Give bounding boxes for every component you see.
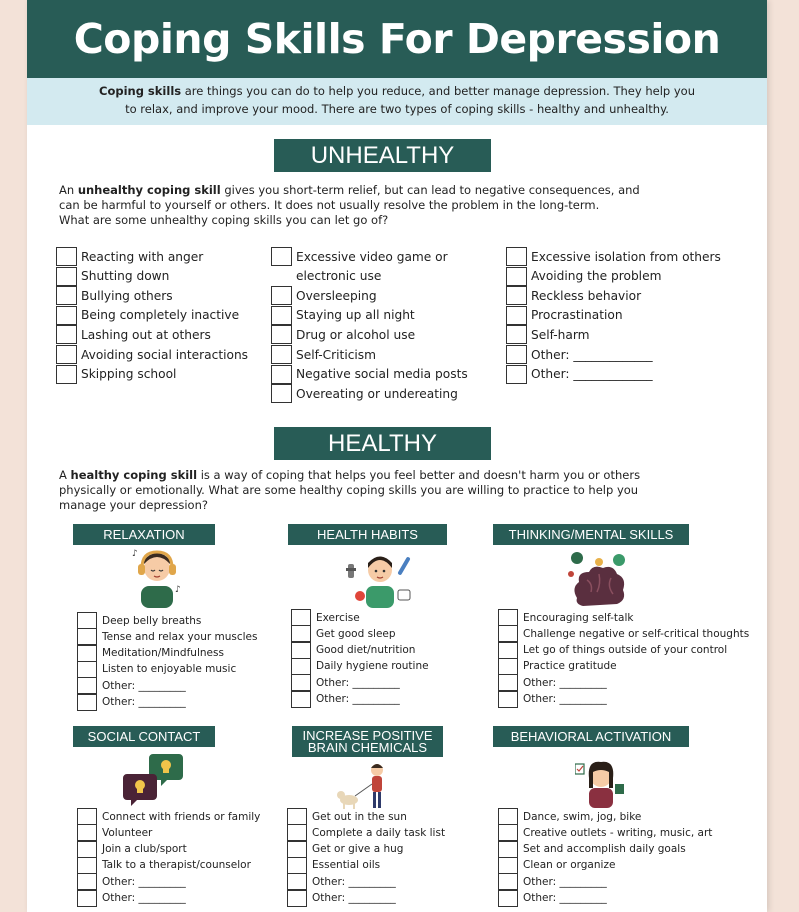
checklist-item [287, 857, 380, 874]
brain-chemicals-title-line-2: BRAIN CHEMICALS [307, 739, 428, 755]
checkbox[interactable] [271, 365, 292, 384]
category-brain-chemicals-banner [292, 726, 443, 757]
checklist-item [287, 824, 445, 841]
checklist-item [56, 267, 169, 286]
checklist-item-label: Other: _________ [316, 693, 400, 705]
checklist-item [77, 645, 224, 662]
checklist-item-label: Other: _________ [102, 679, 186, 692]
checkbox[interactable] [56, 325, 77, 344]
checklist-item-label: Challenge negative or self-critical thoughts [523, 627, 750, 640]
checklist-item [77, 661, 236, 678]
checklist-item [498, 642, 727, 659]
checklist-item-label: Avoiding social interactions [81, 347, 249, 362]
checkbox[interactable] [77, 890, 97, 907]
checklist-item-label: Encouraging self-talk [523, 611, 634, 624]
unhealthy-para-line-2: can be harmful to yourself or others. It does not usually resolve the problem in the long-term. [59, 198, 600, 212]
checklist-item-label: Self-Criticism [296, 347, 377, 362]
checklist-item-label: Get good sleep [316, 627, 396, 640]
checkbox[interactable] [287, 841, 307, 858]
healthy-habits-person-icon [338, 546, 420, 610]
checklist-item [498, 674, 607, 691]
checklist-item [271, 286, 377, 305]
checkbox[interactable] [498, 674, 518, 691]
checklist-item-label: Lashing out at others [81, 327, 211, 342]
checklist-item-label: Other: _________ [523, 875, 607, 888]
checkbox[interactable] [291, 609, 311, 626]
checklist-item [271, 267, 381, 286]
checklist-item-label: Deep belly breaths [102, 614, 202, 627]
checklist-item [291, 674, 400, 691]
checkbox[interactable] [498, 890, 518, 907]
checklist-item [287, 841, 403, 858]
checklist-item [498, 873, 607, 890]
checklist-item [77, 890, 186, 907]
checklist-item-label: Other: _________ [102, 875, 186, 888]
healthy-para-line-2: physically or emotionally. What are some healthy coping skills you are willing to practice to help you [59, 483, 639, 497]
checklist-item-label: Good diet/nutrition [316, 644, 416, 657]
checklist-item [498, 625, 749, 642]
checklist-item [271, 247, 448, 266]
unhealthy-para-lead: An [59, 183, 78, 197]
checklist-item [77, 628, 257, 645]
healthy-description [59, 468, 729, 513]
checkbox[interactable] [506, 306, 527, 325]
checklist-item-label: Being completely inactive [81, 308, 240, 323]
healthy-para-rest: is a way of coping that helps you feel better and doesn't harm you or others [197, 468, 641, 482]
svg-text:♪: ♪ [132, 549, 138, 559]
checklist-item-label: Bullying others [81, 288, 173, 303]
category-relaxation-banner: RELAXATION [73, 524, 215, 545]
checklist-item-label: Other: _____________ [531, 367, 653, 382]
page-title: Coping Skills For Depression [73, 15, 721, 63]
checkbox[interactable] [77, 824, 97, 841]
checklist-item-label: Practice gratitude [523, 660, 617, 673]
checkbox[interactable] [506, 286, 527, 305]
checklist-item-label: Talk to a therapist/counselor [102, 859, 251, 872]
checklist-item [506, 306, 623, 325]
checklist-item [271, 345, 376, 364]
checklist-item [498, 824, 712, 841]
checklist-item [498, 691, 607, 708]
checkbox[interactable] [77, 857, 97, 874]
checklist-item [77, 808, 260, 825]
checkbox[interactable] [506, 325, 527, 344]
checkbox[interactable] [498, 609, 518, 626]
category-health-habits-banner: HEALTH HABITS [288, 524, 447, 545]
checklist-item [56, 286, 173, 305]
checkbox[interactable] [506, 247, 527, 266]
girl-with-tasks-icon [575, 754, 625, 808]
unhealthy-heading: UNHEALTHY [274, 139, 491, 172]
checklist-item-label: Exercise [316, 611, 360, 624]
checkbox[interactable] [498, 808, 518, 825]
checklist-item-label: Creative outlets - writing, music, art [523, 826, 713, 839]
checklist-item-label: Clean or organize [523, 859, 616, 872]
unhealthy-term: unhealthy coping skill [77, 183, 221, 197]
category-behavioral-activation-banner: BEHAVIORAL ACTIVATION [493, 726, 689, 747]
svg-text:♪: ♪ [175, 585, 181, 595]
checkbox[interactable] [56, 267, 77, 286]
checkbox[interactable] [498, 857, 518, 874]
checklist-item [498, 808, 641, 825]
checklist-item [56, 325, 211, 344]
checkbox[interactable] [498, 658, 518, 675]
checkbox[interactable] [291, 674, 311, 691]
checklist-item [498, 658, 617, 675]
checkbox[interactable] [498, 642, 518, 659]
checklist-item [56, 365, 176, 384]
checklist-item [498, 857, 615, 874]
intro-box [27, 78, 767, 125]
checkbox[interactable] [271, 306, 292, 325]
checklist-item [77, 857, 251, 874]
checkbox[interactable] [271, 325, 292, 344]
checklist-item [506, 365, 653, 384]
checklist-item-label: Meditation/Mindfulness [102, 647, 224, 660]
checklist-item-label: Other: _________ [523, 676, 607, 689]
brain-chemicals-title-line-1: INCREASE POSITIVE [302, 727, 433, 743]
checklist-item-label: Overeating or undereating [296, 386, 458, 401]
checklist-item-label: Other: _________ [102, 892, 186, 904]
checklist-item-label: Connect with friends or family [102, 810, 261, 823]
checkbox[interactable] [498, 824, 518, 841]
unhealthy-para-line-1 [59, 183, 729, 198]
checklist-item-label: Get or give a hug [312, 843, 404, 856]
checklist-item [77, 612, 201, 629]
intro-line-2: to relax, and improve your mood. There are two types of coping skills - healthy and unhealthy. [125, 102, 669, 116]
brain-icon [567, 550, 631, 610]
healthy-term: healthy coping skill [70, 468, 198, 482]
checklist-item [77, 841, 187, 858]
checkbox[interactable] [271, 286, 292, 305]
checkbox[interactable] [271, 345, 292, 364]
checklist-item-label: Other: _________ [312, 875, 396, 888]
checklist-item-label: Shutting down [81, 269, 170, 284]
checkbox[interactable] [77, 628, 97, 645]
checkbox[interactable] [56, 365, 77, 384]
checklist-item [287, 890, 396, 907]
checklist-item-label: Let go of things outside of your control [523, 644, 728, 657]
checklist-item-label: Complete a daily task list [312, 826, 446, 839]
healthy-para-line-3: manage your depression? [59, 498, 208, 512]
checklist-item [506, 247, 721, 266]
checkbox[interactable] [498, 873, 518, 890]
checklist-item-label: Set and accomplish daily goals [523, 843, 686, 856]
unhealthy-para-rest: gives you short-term relief, but can lead to negative consequences, and [220, 183, 640, 197]
healthy-heading: HEALTHY [274, 427, 491, 460]
checklist-item [506, 286, 641, 305]
checklist-item-label: Avoiding the problem [531, 269, 662, 284]
checklist-item-label: Tense and relax your muscles [102, 630, 258, 643]
checkbox[interactable] [287, 873, 307, 890]
checklist-item-label: Excessive isolation from others [531, 249, 721, 264]
checkbox[interactable] [291, 642, 311, 659]
checkbox[interactable] [77, 808, 97, 825]
checkbox[interactable] [56, 345, 77, 364]
checklist-item-label: Reckless behavior [531, 288, 642, 303]
healthy-para-line-1 [59, 468, 729, 483]
checkbox[interactable] [506, 345, 527, 364]
headphones-person-icon [130, 546, 184, 608]
checkbox[interactable] [56, 306, 77, 325]
category-thinking-banner: THINKING/MENTAL SKILLS [493, 524, 689, 545]
unhealthy-para-line-3: What are some unhealthy coping skills you can let go of? [59, 213, 389, 227]
checklist-item [498, 890, 607, 907]
checklist-item [77, 694, 186, 711]
checklist-item [56, 247, 203, 266]
checkbox[interactable] [291, 658, 311, 675]
checklist-item [506, 345, 653, 364]
checklist-item [506, 325, 590, 344]
checklist-item-label: Other: _________ [312, 892, 396, 904]
intro-line-1-text: are things you can do to help you reduce, and better manage depression. They help you [181, 84, 695, 98]
checklist-item [291, 691, 400, 708]
checklist-item-label: Other: _________ [102, 696, 186, 708]
checklist-item [56, 345, 248, 364]
checklist-item [77, 873, 186, 890]
checklist-item-label: Other: _____________ [531, 347, 653, 362]
checkbox[interactable] [498, 841, 518, 858]
checkbox[interactable] [77, 841, 97, 858]
intro-term: Coping skills [99, 84, 182, 98]
checklist-item-label: Negative social media posts [296, 367, 468, 382]
checklist-item-label: Essential oils [312, 859, 381, 872]
unhealthy-description [59, 183, 729, 228]
chat-bubbles-icon [123, 752, 183, 806]
category-social-contact-banner: SOCIAL CONTACT [73, 726, 215, 747]
checklist-item [291, 625, 396, 642]
checkbox[interactable] [498, 691, 518, 708]
checklist-item-label: Other: _________ [523, 693, 607, 705]
checklist-item-label: Reacting with anger [81, 249, 204, 264]
checkbox[interactable] [56, 247, 77, 266]
checklist-item [271, 365, 468, 384]
checklist-item [271, 325, 415, 344]
worksheet [27, 0, 767, 912]
checkbox[interactable] [271, 384, 292, 403]
checklist-item-label: Listen to enjoyable music [102, 663, 237, 676]
checklist-item-label: Other: _________ [523, 892, 607, 904]
checklist-item-label: Other: _________ [316, 676, 400, 689]
checkbox[interactable] [77, 661, 97, 678]
checklist-item-label: Staying up all night [296, 308, 415, 323]
checklist-item [498, 609, 633, 626]
checkbox[interactable] [77, 694, 97, 711]
checkbox[interactable] [56, 286, 77, 305]
healthy-para-lead: A [59, 468, 71, 482]
checklist-item [287, 873, 396, 890]
checkbox[interactable] [506, 365, 527, 384]
checklist-item-label: Volunteer [102, 826, 153, 839]
checklist-item-label: electronic use [296, 269, 382, 284]
checklist-item-label: Daily hygiene routine [316, 660, 429, 673]
intro-line-1 [27, 82, 767, 100]
checkbox[interactable] [498, 625, 518, 642]
checklist-item-label: Get out in the sun [312, 810, 407, 823]
checklist-item [77, 677, 186, 694]
checklist-item [271, 306, 415, 325]
dog-walker-icon [335, 762, 399, 810]
checkbox[interactable] [291, 625, 311, 642]
checklist-item [291, 642, 415, 659]
checklist-item [287, 808, 407, 825]
checklist-item-label: Drug or alcohol use [296, 327, 416, 342]
title-banner [27, 0, 767, 78]
checklist-item [77, 824, 152, 841]
checkbox[interactable] [506, 267, 527, 286]
checklist-item [291, 658, 429, 675]
checkbox[interactable] [77, 873, 97, 890]
checklist-item [56, 306, 239, 325]
checkbox[interactable] [271, 247, 292, 266]
checklist-item-label: Dance, swim, jog, bike [523, 810, 642, 823]
checklist-item-label: Procrastination [531, 308, 623, 323]
checklist-item-label: Join a club/sport [102, 843, 187, 856]
checklist-item [498, 841, 686, 858]
checklist-item-label: Self-harm [531, 327, 590, 342]
checkbox[interactable] [287, 808, 307, 825]
checkbox[interactable] [287, 890, 307, 907]
checklist-item [271, 384, 458, 403]
checkbox[interactable] [77, 612, 97, 629]
checklist-item [506, 267, 661, 286]
checkbox[interactable] [77, 645, 97, 662]
checkbox[interactable] [291, 691, 311, 708]
checklist-item-label: Skipping school [81, 367, 177, 382]
checkbox[interactable] [287, 857, 307, 874]
checkbox[interactable] [77, 677, 97, 694]
checkbox[interactable] [287, 824, 307, 841]
checklist-item-label: Excessive video game or [296, 249, 448, 264]
checklist-item [291, 609, 360, 626]
checklist-item-label: Oversleeping [296, 288, 377, 303]
